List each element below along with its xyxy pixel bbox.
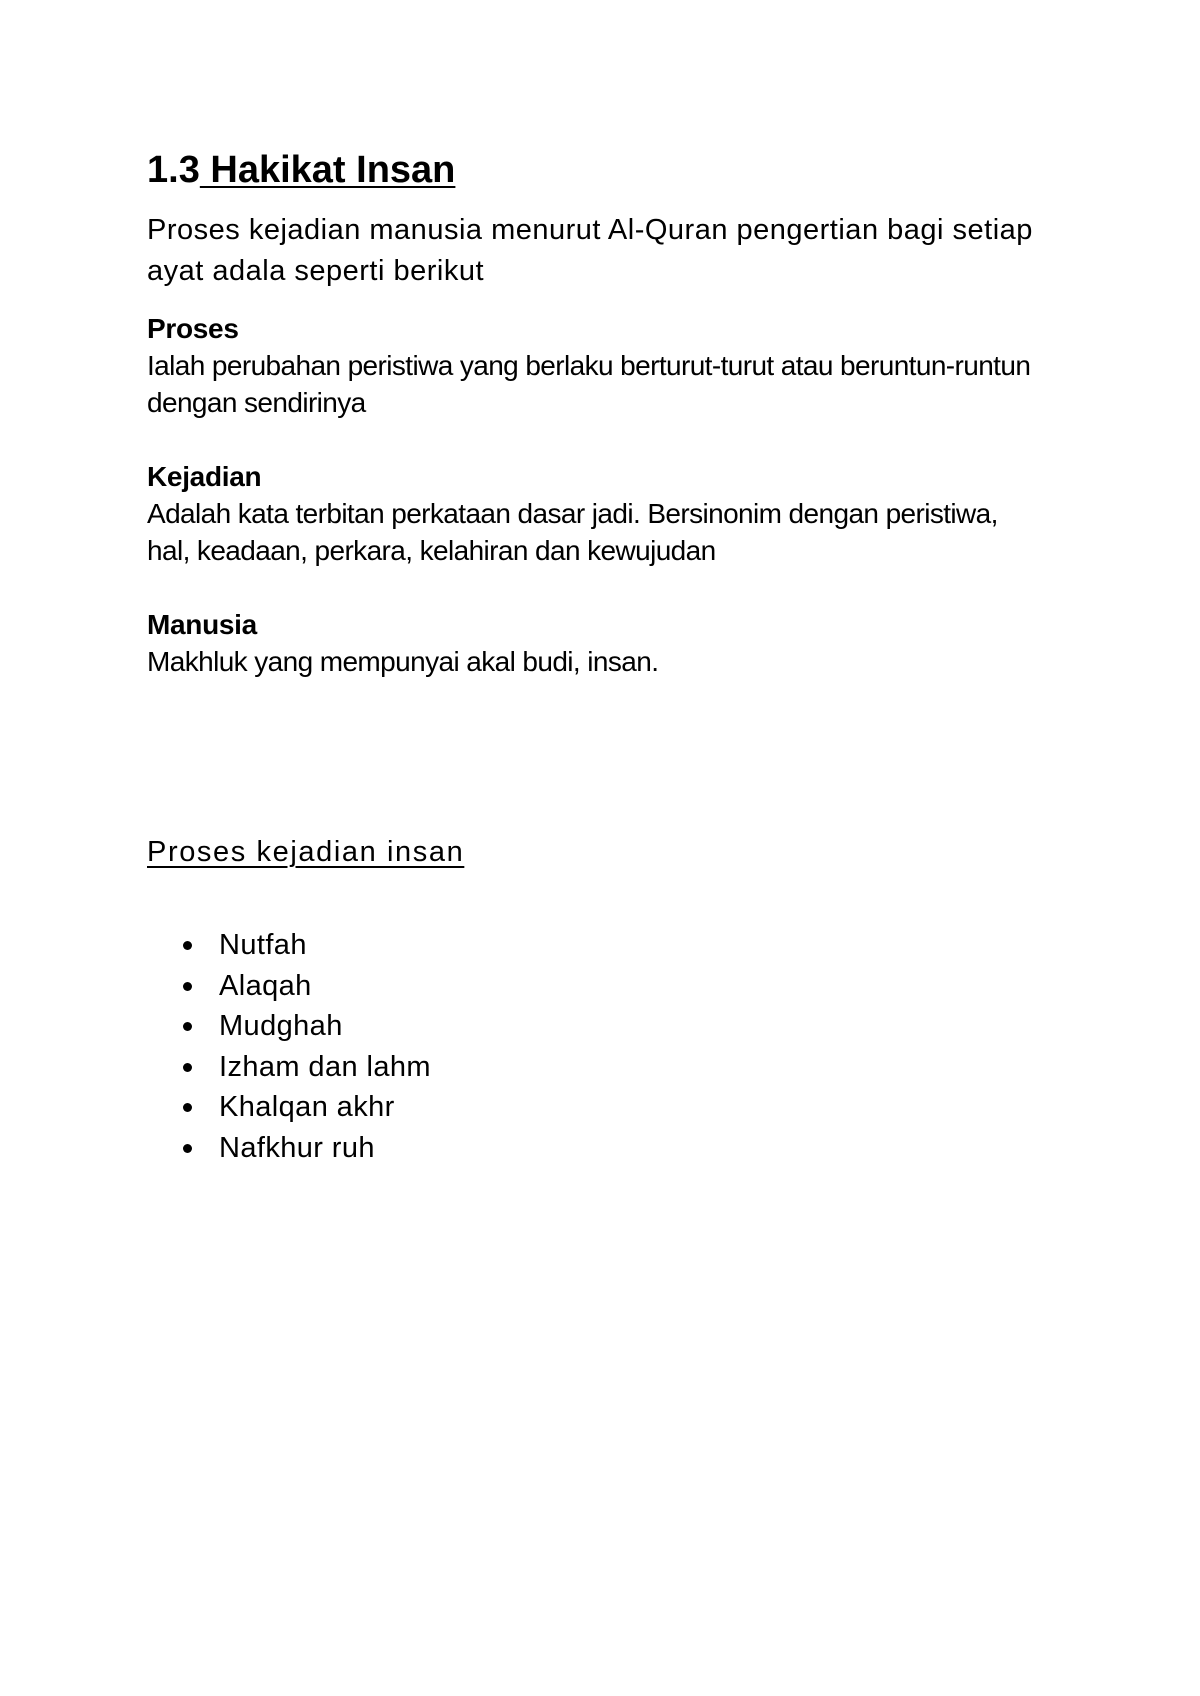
definition-description: Adalah kata terbitan perkataan dasar jadi. Bersinonim dengan peristiwa, hal, keadaan, perkara, kelahiran dan kewujudan	[147, 498, 998, 566]
bullet-icon	[183, 941, 192, 950]
list-item-label: Izham dan lahm	[219, 1050, 431, 1083]
bullet-icon	[183, 1022, 192, 1031]
bullet-icon	[183, 1103, 192, 1112]
list-item	[147, 925, 431, 966]
section-title: Hakikat Insan	[199, 149, 456, 191]
list-item	[147, 966, 431, 1007]
list-item-label: Nafkhur ruh	[219, 1131, 375, 1164]
section-number: 1.3	[147, 149, 200, 191]
list-item	[147, 1128, 431, 1169]
definition-term: Proses	[147, 313, 239, 344]
list-item	[147, 1006, 431, 1047]
list-item-label: Khalqan akhr	[219, 1091, 395, 1123]
list-item	[147, 1047, 431, 1088]
definition-kejadian	[147, 458, 1047, 569]
list-item-label: Alaqah	[219, 969, 312, 1002]
bullet-icon	[183, 982, 192, 991]
intro-paragraph: Proses kejadian manusia menurut Al-Quran pengertian bagi setiap ayat adala seperti berikut	[147, 214, 1033, 287]
list-item-label: Nutfah	[219, 929, 307, 961]
definition-description: Ialah perubahan peristiwa yang berlaku berturut-turut atau beruntun-runtun dengan sendirinya	[147, 350, 1031, 418]
stages-list	[147, 925, 431, 1168]
section-heading	[147, 145, 455, 195]
definition-manusia	[147, 606, 1047, 680]
bullet-icon	[183, 1144, 192, 1153]
list-item	[147, 1087, 431, 1128]
definition-proses	[147, 310, 1047, 421]
bullet-icon	[183, 1063, 192, 1072]
definition-term: Kejadian	[147, 461, 262, 492]
list-item-label: Mudghah	[219, 1010, 343, 1042]
definition-term: Manusia	[147, 609, 257, 640]
stages-heading: Proses kejadian insan	[147, 836, 465, 868]
definition-description: Makhluk yang mempunyai akal budi, insan.	[147, 646, 659, 677]
